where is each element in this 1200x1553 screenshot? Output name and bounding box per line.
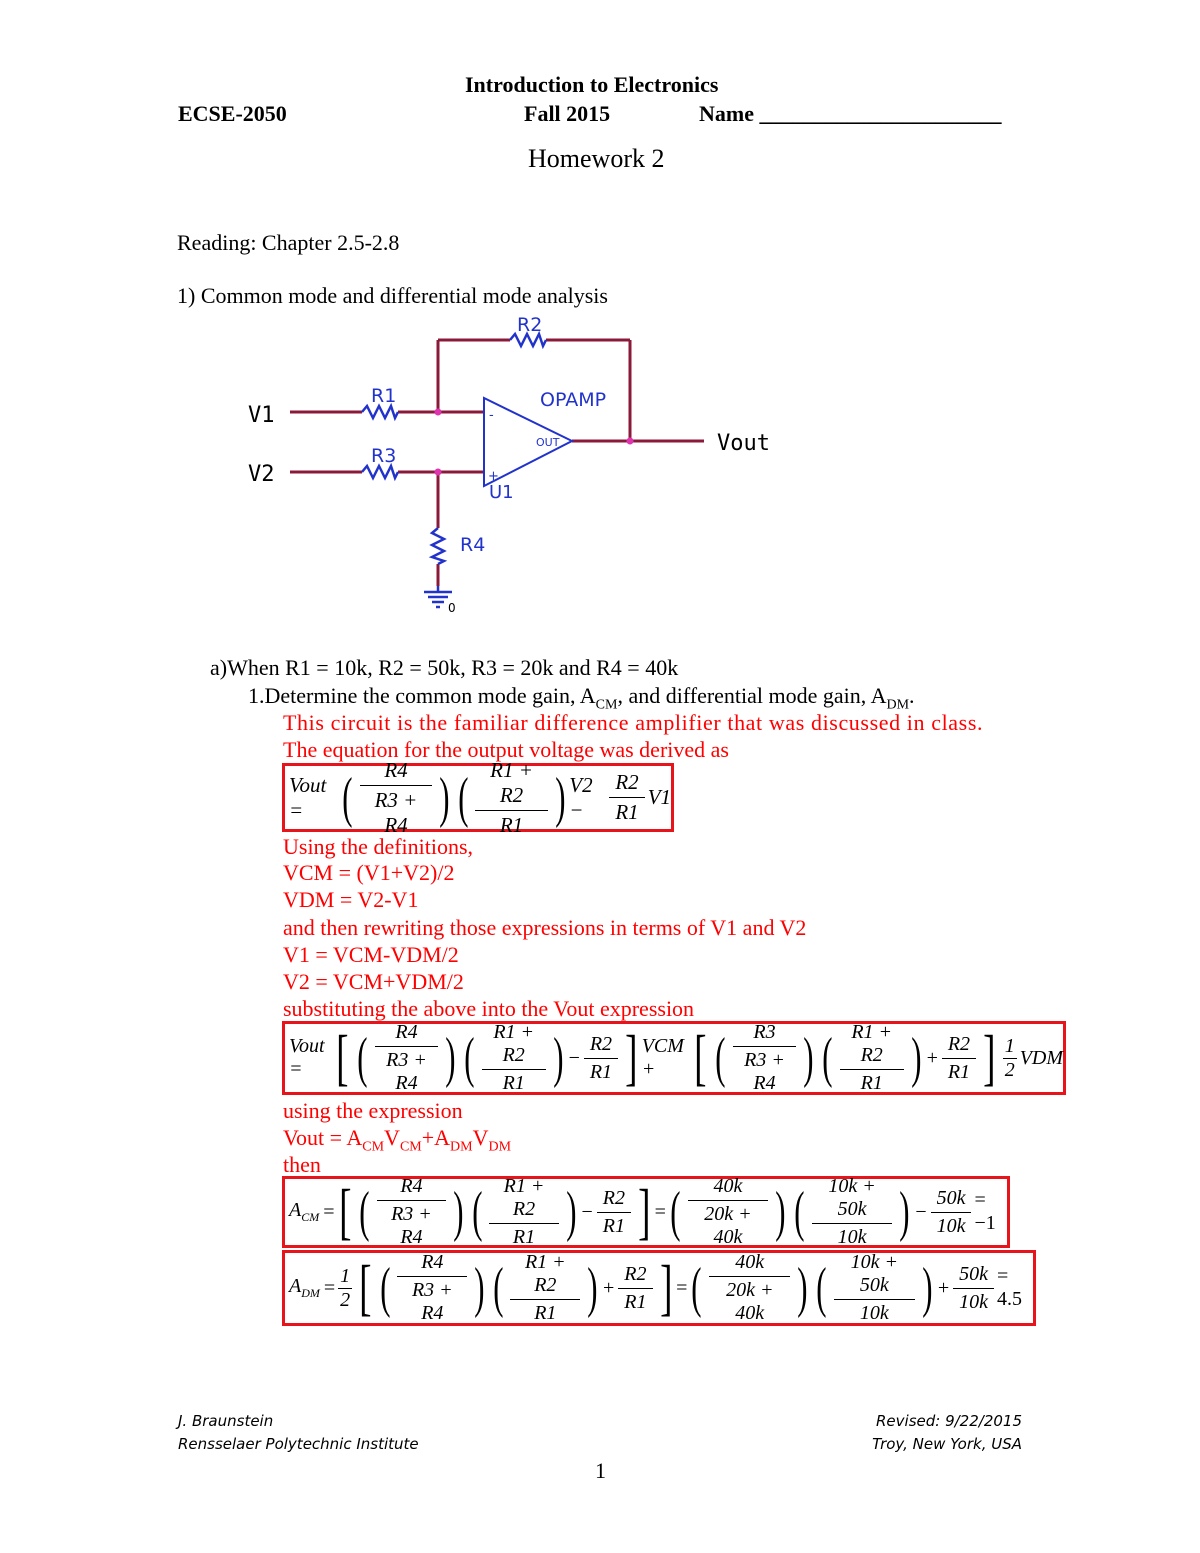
label-v1: V1 [248, 403, 275, 428]
label-r4: R4 [460, 534, 486, 556]
resistor-r1 [362, 406, 398, 418]
label-opamp: OPAMP [540, 389, 607, 411]
answer-line-3: Using the definitions, [283, 834, 474, 859]
label-out-pin: OUT [536, 436, 560, 449]
term: Fall 2015 [524, 101, 611, 126]
part-a-statement: a)When R1 = 10k, R2 = 50k, R3 = 20k and R4 = 40k [210, 655, 679, 680]
answer-line-2: The equation for the output voltage was derived as [283, 737, 729, 762]
part-a1-question: 1.Determine the common mode gain, $A_{CM}$, and differential mode gain, $A_{DM}$. [248, 683, 915, 713]
answer-line-6: and then rewriting those expressions in terms of V1 and V2 [283, 915, 807, 940]
problem-1-title: 1) Common mode and differential mode analysis [177, 283, 608, 308]
answer-line-10: using the expression [283, 1098, 463, 1123]
circuit-diagram [0, 0, 1200, 640]
footer-revised: Revised: 9/22/2015 [876, 1412, 1022, 1430]
label-plus-input: + [488, 469, 499, 484]
name-field: Name ______________________ [699, 101, 1002, 126]
label-u1: U1 [489, 482, 514, 503]
answer-line-9: substituting the above into the Vout expression [283, 996, 695, 1021]
footer-author: J. Braunstein [178, 1412, 274, 1430]
answer-line-11: then [283, 1152, 321, 1177]
label-minus-input: - [489, 408, 494, 423]
course-title: Introduction to Electronics [465, 72, 719, 97]
equation-box-vout-cm-dm: Vout = [ ( $\frac{R4}{R3 + R4}$ ) ( $\frac{R1 + R2}{R1}$ ) − $\frac{R2}{R1}$ ] VCM + [ ( $\frac{R3}{R3 + R4}$ ) ( $\frac{R1 + R2}{R1}$ ) + $\frac{R2}{R1}$ ] $\frac{1}{2}$ VDM [282, 1021, 1066, 1095]
label-r2: R2 [517, 314, 543, 336]
label-ground: 0 [448, 601, 456, 615]
footer-location: Troy, New York, USA [872, 1435, 1022, 1453]
equation-box-vout: Vout = ( $\frac{R4}{R3 + R4}$ ) ( $\frac{R1 + R2}{R1}$ ) V2 − $\frac{R2}{R1}$ V1 [282, 763, 674, 832]
circuit-wires [290, 340, 704, 586]
course-code: ECSE-2050 [178, 101, 287, 126]
homework-title: Homework 2 [528, 144, 665, 173]
resistor-r4 [432, 528, 444, 564]
label-r1: R1 [371, 385, 397, 407]
answer-line-5: VDM = V2-V1 [283, 887, 419, 912]
answer-line-8: V2 = VCM+VDM/2 [283, 969, 464, 994]
label-vout: Vout [717, 431, 770, 456]
answer-line-1: This circuit is the familiar difference amplifier that was discussed in class. [283, 710, 984, 735]
equation-box-acm: $A_{CM}$ = [ ( $\frac{R4}{R3 + R4}$ ) ( $\frac{R1 + R2}{R1}$ ) − $\frac{R2}{R1}$ ] = ( $\frac{40k}{20k + 40k}$ ) ( $\frac{10k + 50k}{10k}$ ) − $\frac{50k}{10k}$ = −1 [282, 1176, 1010, 1248]
equation-box-adm: $A_{DM}$ = $\frac{1}{2}$ [ ( $\frac{R4}{R3 + R4}$ ) ( $\frac{R1 + R2}{R1}$ ) + $\frac{R2}{R1}$ ] = ( $\frac{40k}{20k + 40k}$ ) ( $\frac{10k + 50k}{10k}$ ) + $\frac{50k}{10k}$ = 4.5 [282, 1250, 1036, 1326]
label-r3: R3 [371, 445, 397, 467]
resistor-r3 [362, 466, 398, 478]
footer-institution: Rensselaer Polytechnic Institute [178, 1435, 419, 1453]
answer-line-4: VCM = (V1+V2)/2 [283, 860, 455, 885]
vout-gain-expression: Vout = $A_{CM}V_{CM}+A_{DM}V_{DM}$ [283, 1125, 512, 1155]
page-number: 1 [595, 1458, 606, 1483]
label-v2: V2 [248, 462, 275, 487]
answer-line-7: V1 = VCM-VDM/2 [283, 942, 459, 967]
reading-assignment: Reading: Chapter 2.5-2.8 [177, 230, 400, 255]
